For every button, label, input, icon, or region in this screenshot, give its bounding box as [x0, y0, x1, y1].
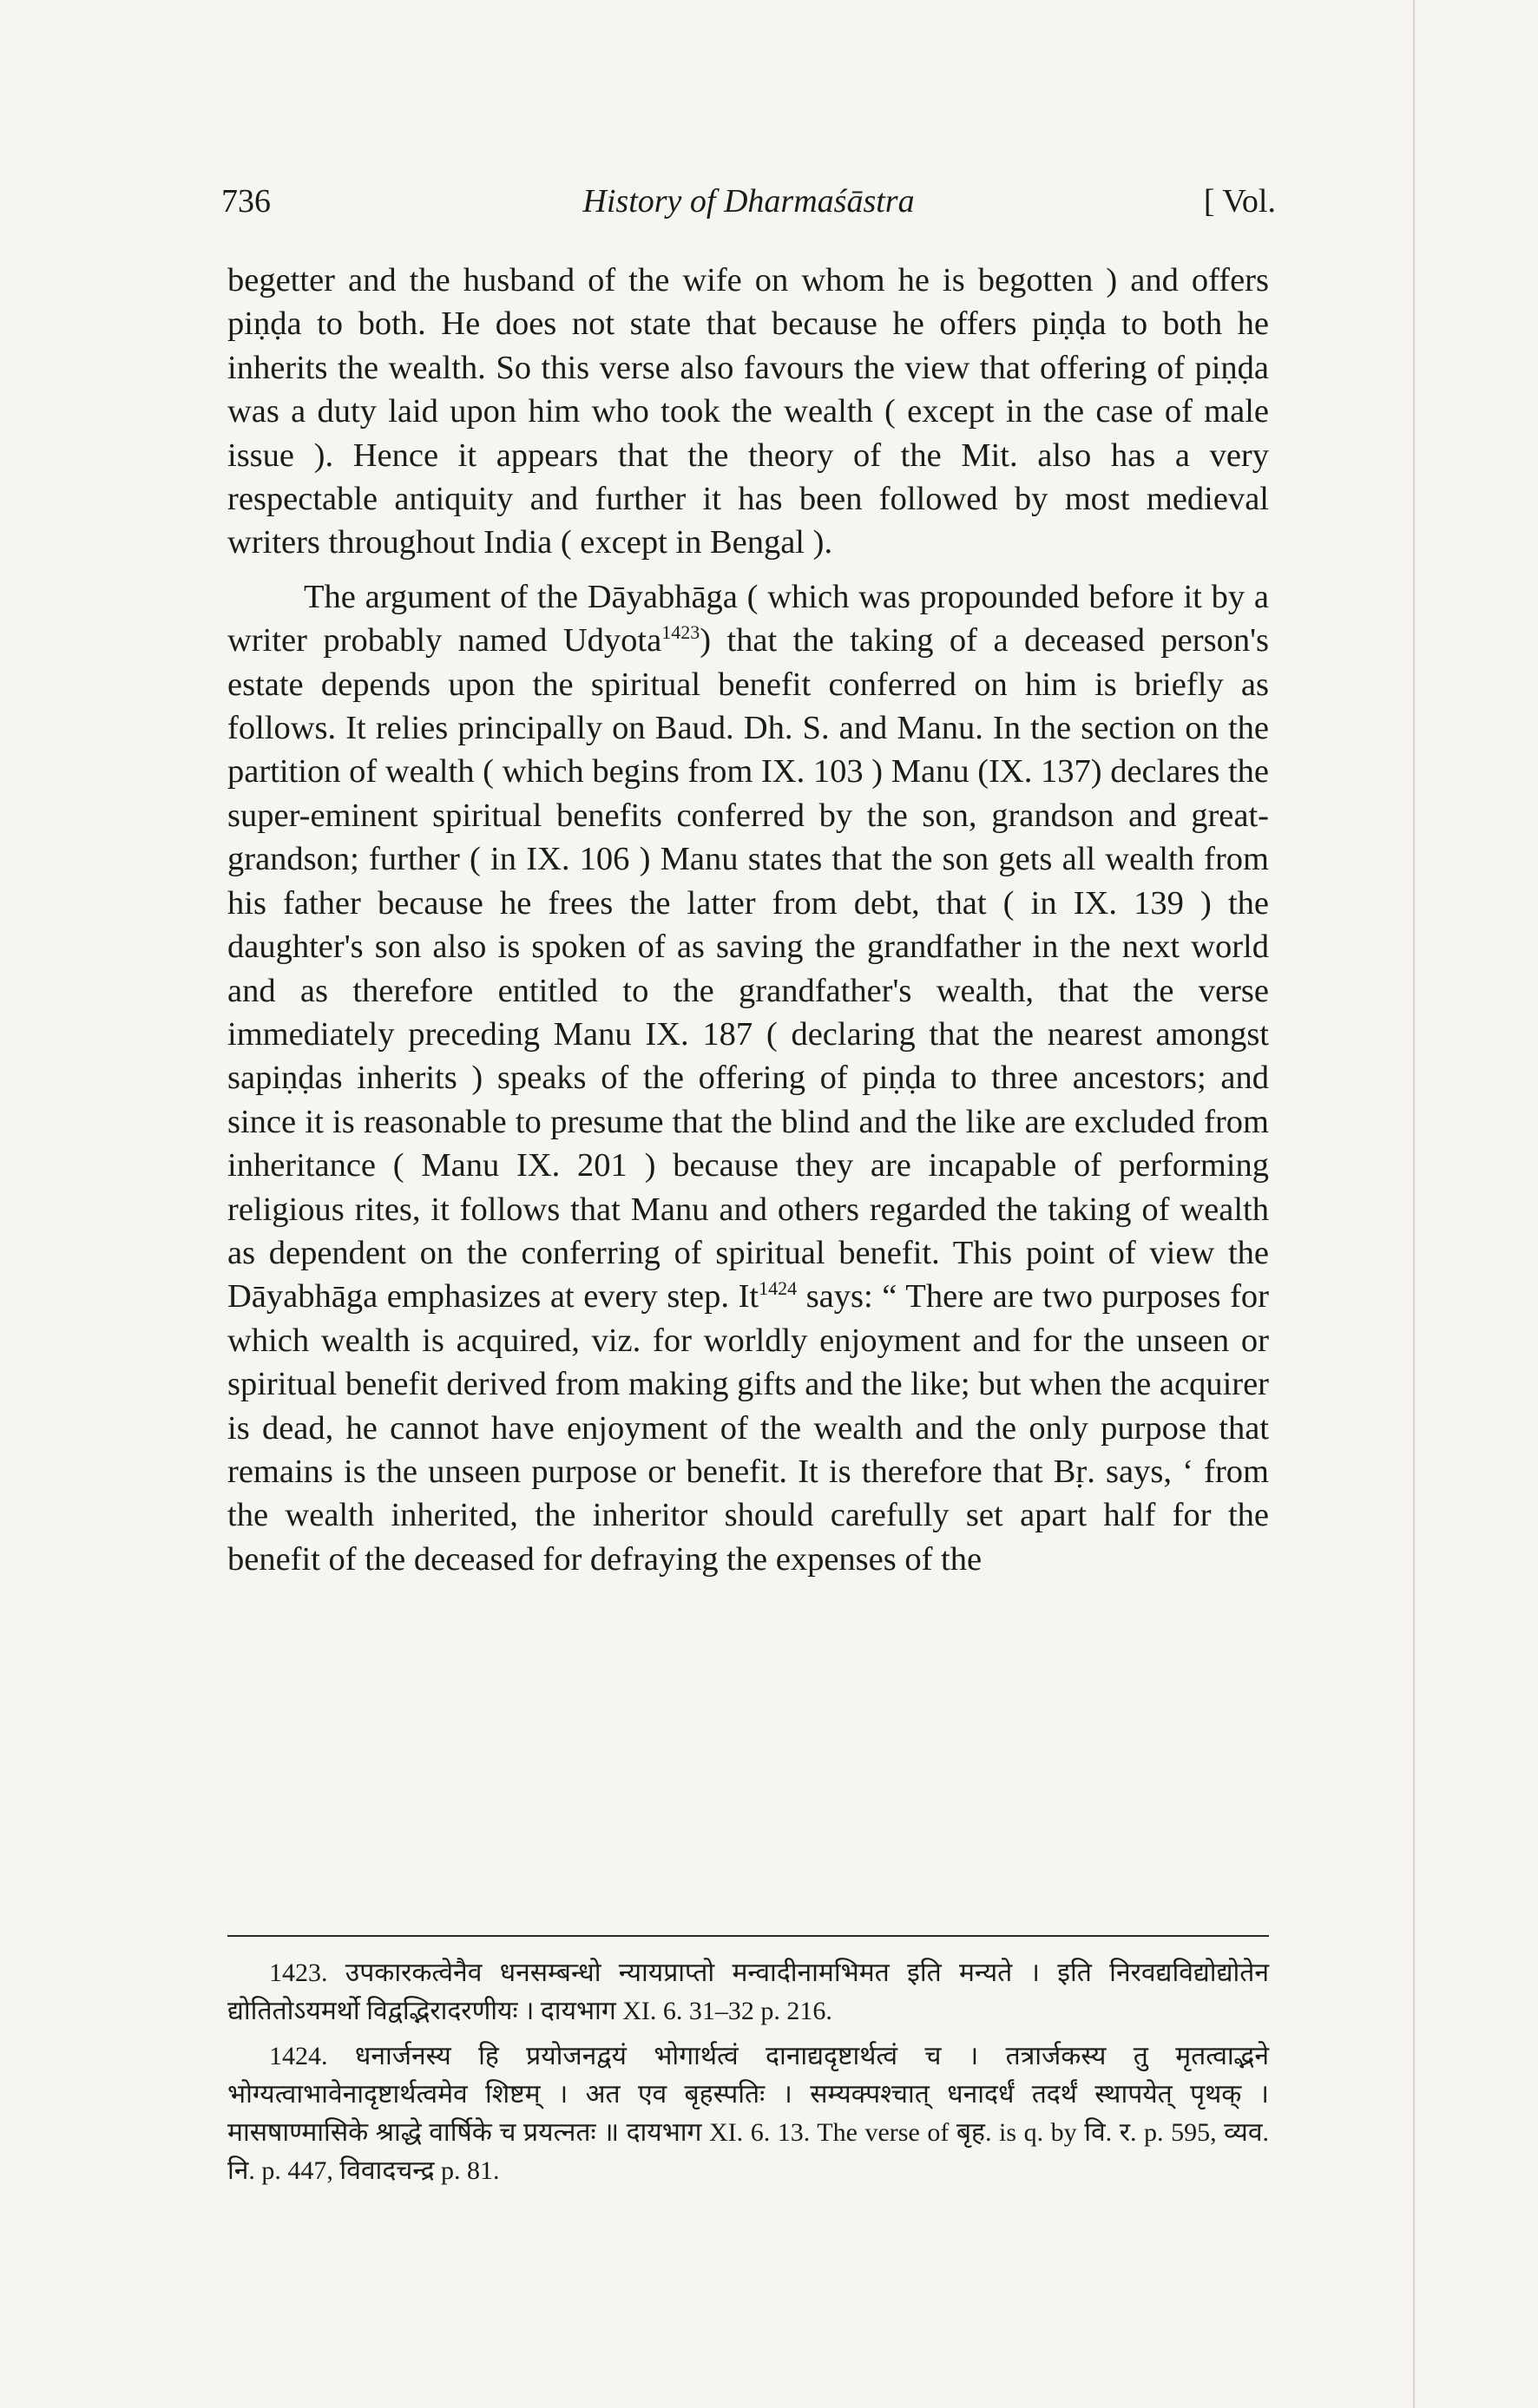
paragraph-2 — [227, 575, 1269, 1581]
paragraph-1: begetter and the husband of the wife on whom he is begotten ) and offers piṇḍa to both. He does not state that because he offers piṇḍa to both he inherits the wealth. So this verse also favours the view that offering of piṇḍa was a duty laid upon him who took the wealth ( except in the case of male issue ). Hence it appears that the theory of the Mit. also has a very respectable antiquity and further it has been followed by most medieval writers throughout India ( except in Bengal ). — [227, 262, 1269, 561]
page-number: 736 — [221, 183, 271, 220]
running-title: History of Dharmaśāstra — [582, 183, 915, 220]
paragraph-2-part-b: ) that the taking of a deceased person's estate depends upon the spiritual benefit conferred on him is briefly as follows. It relies principally on Baud. Dh. S. and Manu. In the section on the partition of wealth ( which begins from IX. 103 ) Manu (IX. 137) declares the super-eminent spiritual benefits conferred by the son, grandson and great-grandson; further ( in IX. 106 ) Manu states that the son gets all wealth from his father because he frees the latter from debt, that ( in IX. 139 ) the daughter's son also is spoken of as saving the grandfather in the next world and as therefore entitled to the grandfather's wealth, that the verse immediately preceding Manu IX. 187 ( declaring that the nearest amongst sapiṇḍas inherits ) speaks of the offering of piṇḍa to three ancestors; and since it is reasonable to presume that the blind and the like are excluded from inheritance ( Manu IX. 201 ) because they are incapable of performing religious rites, it follows that Manu and others regarded the taking of wealth as dependent on the conferring of spiritual benefit. This point of view the Dāyabhāga emphasizes at every step. It — [227, 622, 1269, 1316]
page-edge-divider — [1413, 0, 1415, 2408]
footnote-1424: 1424. धनार्जनस्य हि प्रयोजनद्वयं भोगार्थत्वं दानाद्यदृष्टार्थत्वं च । तत्रार्जकस्य तु मृतत्वाद्भने भोग्यत्वाभावेनादृष्टार्थत्वमेव शिष्टम् । अत एव बृहस्पतिः । सम्यक्पश्चात् धनादर्धं तदर्थं स्थापयेत् पृथक् । मासषाण्मासिके श्राद्धे वार्षिके च प्रयत्नतः ॥ दायभाग XI. 6. 13. The verse of बृह. is q. by वि. र. p. 595, व्यव. नि. p. 447, विवादचन्द्र p. 81. — [227, 2042, 1269, 2185]
footnote-1423: 1423. उपकारकत्वेनैव धनसम्बन्धो न्यायप्राप्तो मन्वादीनामभिमत इति मन्यते । इति निरवद्यविद्योद्योतेन द्योतितोऽयमर्थो विद्वद्भिरादरणीयः । दायभाग XI. 6. 31–32 p. 216. — [227, 1959, 1269, 2025]
paragraph-2-part-a: The argument of the Dāyabhāga ( which was propounded before it by a writer probably named Udyota — [227, 578, 1269, 659]
running-header — [221, 182, 1276, 234]
main-text — [227, 259, 1269, 1581]
footnote-rule — [227, 1935, 1269, 1937]
footnotes — [227, 1954, 1269, 2197]
footnote-ref-1424: 1424 — [759, 1277, 798, 1300]
paragraph-2-part-c: says: “ There are two purposes for which wealth is acquired, viz. for worldly enjoyment and for the unseen or spiritual benefit derived from making gifts and the like; but when the acquirer is dead, he cannot have enjoyment of the wealth and the only purpose that remains is the unseen purpose or benefit. It is therefore that Bṛ. says, ‘ from the wealth inherited, the inheritor should carefully set apart half for the benefit of the deceased for defraying the expenses of the — [227, 1278, 1270, 1578]
volume-label: [ Vol. — [1203, 183, 1276, 220]
footnote-ref-1423: 1423 — [661, 621, 700, 644]
